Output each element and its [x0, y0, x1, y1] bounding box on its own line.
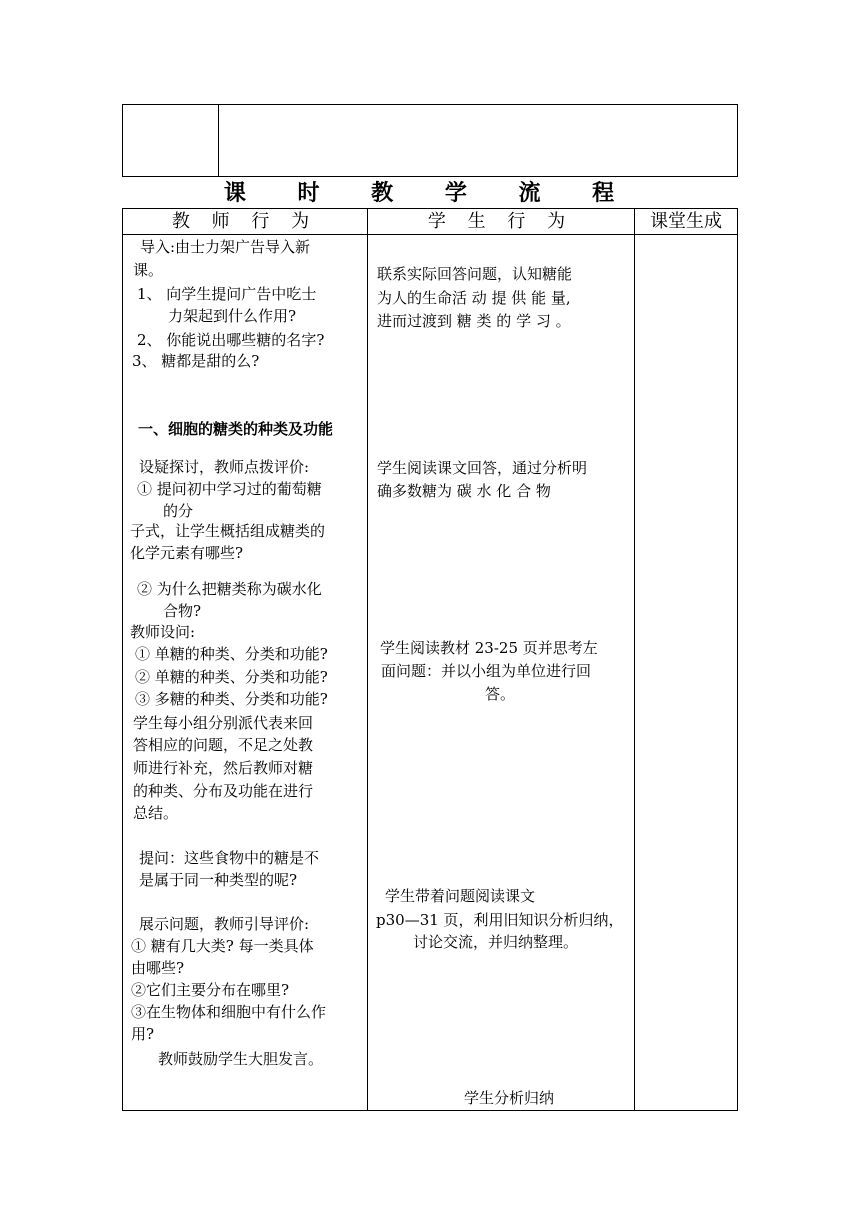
teacher-group-line5: 总结。 [133, 804, 179, 822]
teacher-group-line3: 师进行补充，然后教师对糖 [133, 759, 314, 777]
student-response5: 学生分析归纳 [464, 1089, 555, 1107]
teacher-q2: 2、 你能说出哪些糖的名字? [137, 331, 325, 349]
teacher-c1-line1: ① 提问初中学习过的葡萄糖 [137, 480, 322, 498]
student-response3-line1: 学生阅读教材 23-25 页并思考左 [380, 639, 598, 657]
student-response1-line2: 为人的生命活 动 提 供 能 量, [377, 289, 571, 307]
header-class: 课堂生成 [650, 211, 722, 232]
teacher-show-item3-line2: 用? [131, 1025, 155, 1043]
teacher-group-line4: 的种类、分布及功能在进行 [133, 782, 314, 800]
page-title: 课 时 教 学 流 程 [223, 180, 637, 206]
col-divider-1 [367, 208, 368, 1111]
teacher-ask-item3: ③ 多糖的种类、分类和功能? [135, 690, 328, 708]
teacher-food-line2: 是属于同一种类型的呢? [139, 871, 298, 889]
top-table [122, 104, 738, 177]
student-response2-line1: 学生阅读课文回答，通过分析明 [377, 459, 588, 477]
teacher-explore: 设疑探讨，教师点拨评价: [139, 458, 310, 476]
teacher-c1-line4: 化学元素有哪些? [130, 544, 244, 562]
student-response4-line1: 学生带着问题阅读课文 [385, 887, 536, 905]
teacher-group-line2: 答相应的问题，不足之处教 [133, 736, 314, 754]
teacher-q1-line1: 1、 向学生提问广告中吃士 [137, 285, 317, 303]
teacher-food-line1: 提问：这些食物中的糖是不 [139, 849, 320, 867]
teacher-show-item2: ②它们主要分布在哪里? [131, 981, 290, 999]
student-response1-line1: 联系实际回答问题，认知糖能 [377, 265, 573, 283]
teacher-c1-line2: 的分 [163, 502, 194, 520]
teacher-intro-line1: 导入:由士力架广告导入新 [140, 238, 311, 256]
teacher-ask-item1: ① 单糖的种类、分类和功能? [135, 645, 328, 663]
teacher-intro-line2: 课。 [133, 261, 164, 279]
teacher-encourage: 教师鼓励学生大胆发言。 [158, 1050, 324, 1068]
teacher-q1-line2: 力架起到什么作用? [168, 307, 297, 325]
section-heading-1: 一、细胞的糖类的种类及功能 [138, 420, 334, 438]
header-teacher: 教 师 行 为 [171, 211, 318, 232]
student-response4-line3: 讨论交流，并归纳整理。 [413, 933, 579, 951]
teacher-c1-line3: 子式，让学生概括组成糖类的 [130, 522, 326, 540]
student-response1-line3: 进而过渡到 糖 类 的 学 习 。 [377, 312, 571, 330]
col-divider-2 [634, 208, 635, 1111]
teacher-c2-line1: ② 为什么把糖类称为碳水化 [137, 580, 322, 598]
teacher-c2-line2: 合物? [163, 602, 202, 620]
student-response4-line2: p30—31 页，利用旧知识分析归纳， [376, 911, 624, 929]
header-divider [122, 234, 738, 235]
top-table-divider [218, 104, 219, 177]
teacher-group-line1: 学生每小组分别派代表来回 [133, 714, 314, 732]
teacher-show: 展示问题，教师引导评价: [139, 915, 310, 933]
header-student: 学 生 行 为 [427, 211, 574, 232]
teacher-ask: 教师设问: [130, 623, 196, 641]
teacher-ask-item2: ② 单糖的种类、分类和功能? [135, 668, 328, 686]
teacher-q3: 3、 糖都是甜的么? [132, 352, 260, 370]
student-response2-line2: 确多数糖为 碳 水 化 合 物 [377, 482, 551, 500]
student-response3-line3: 答。 [485, 685, 516, 703]
teacher-show-item3-line1: ③在生物体和细胞中有什么作 [131, 1003, 327, 1021]
student-response3-line2: 面问题：并以小组为单位进行回 [381, 662, 592, 680]
teacher-show-item1-line1: ① 糖有几大类? 每一类具体 [131, 937, 314, 955]
teacher-show-item1-line2: 由哪些? [131, 959, 185, 977]
